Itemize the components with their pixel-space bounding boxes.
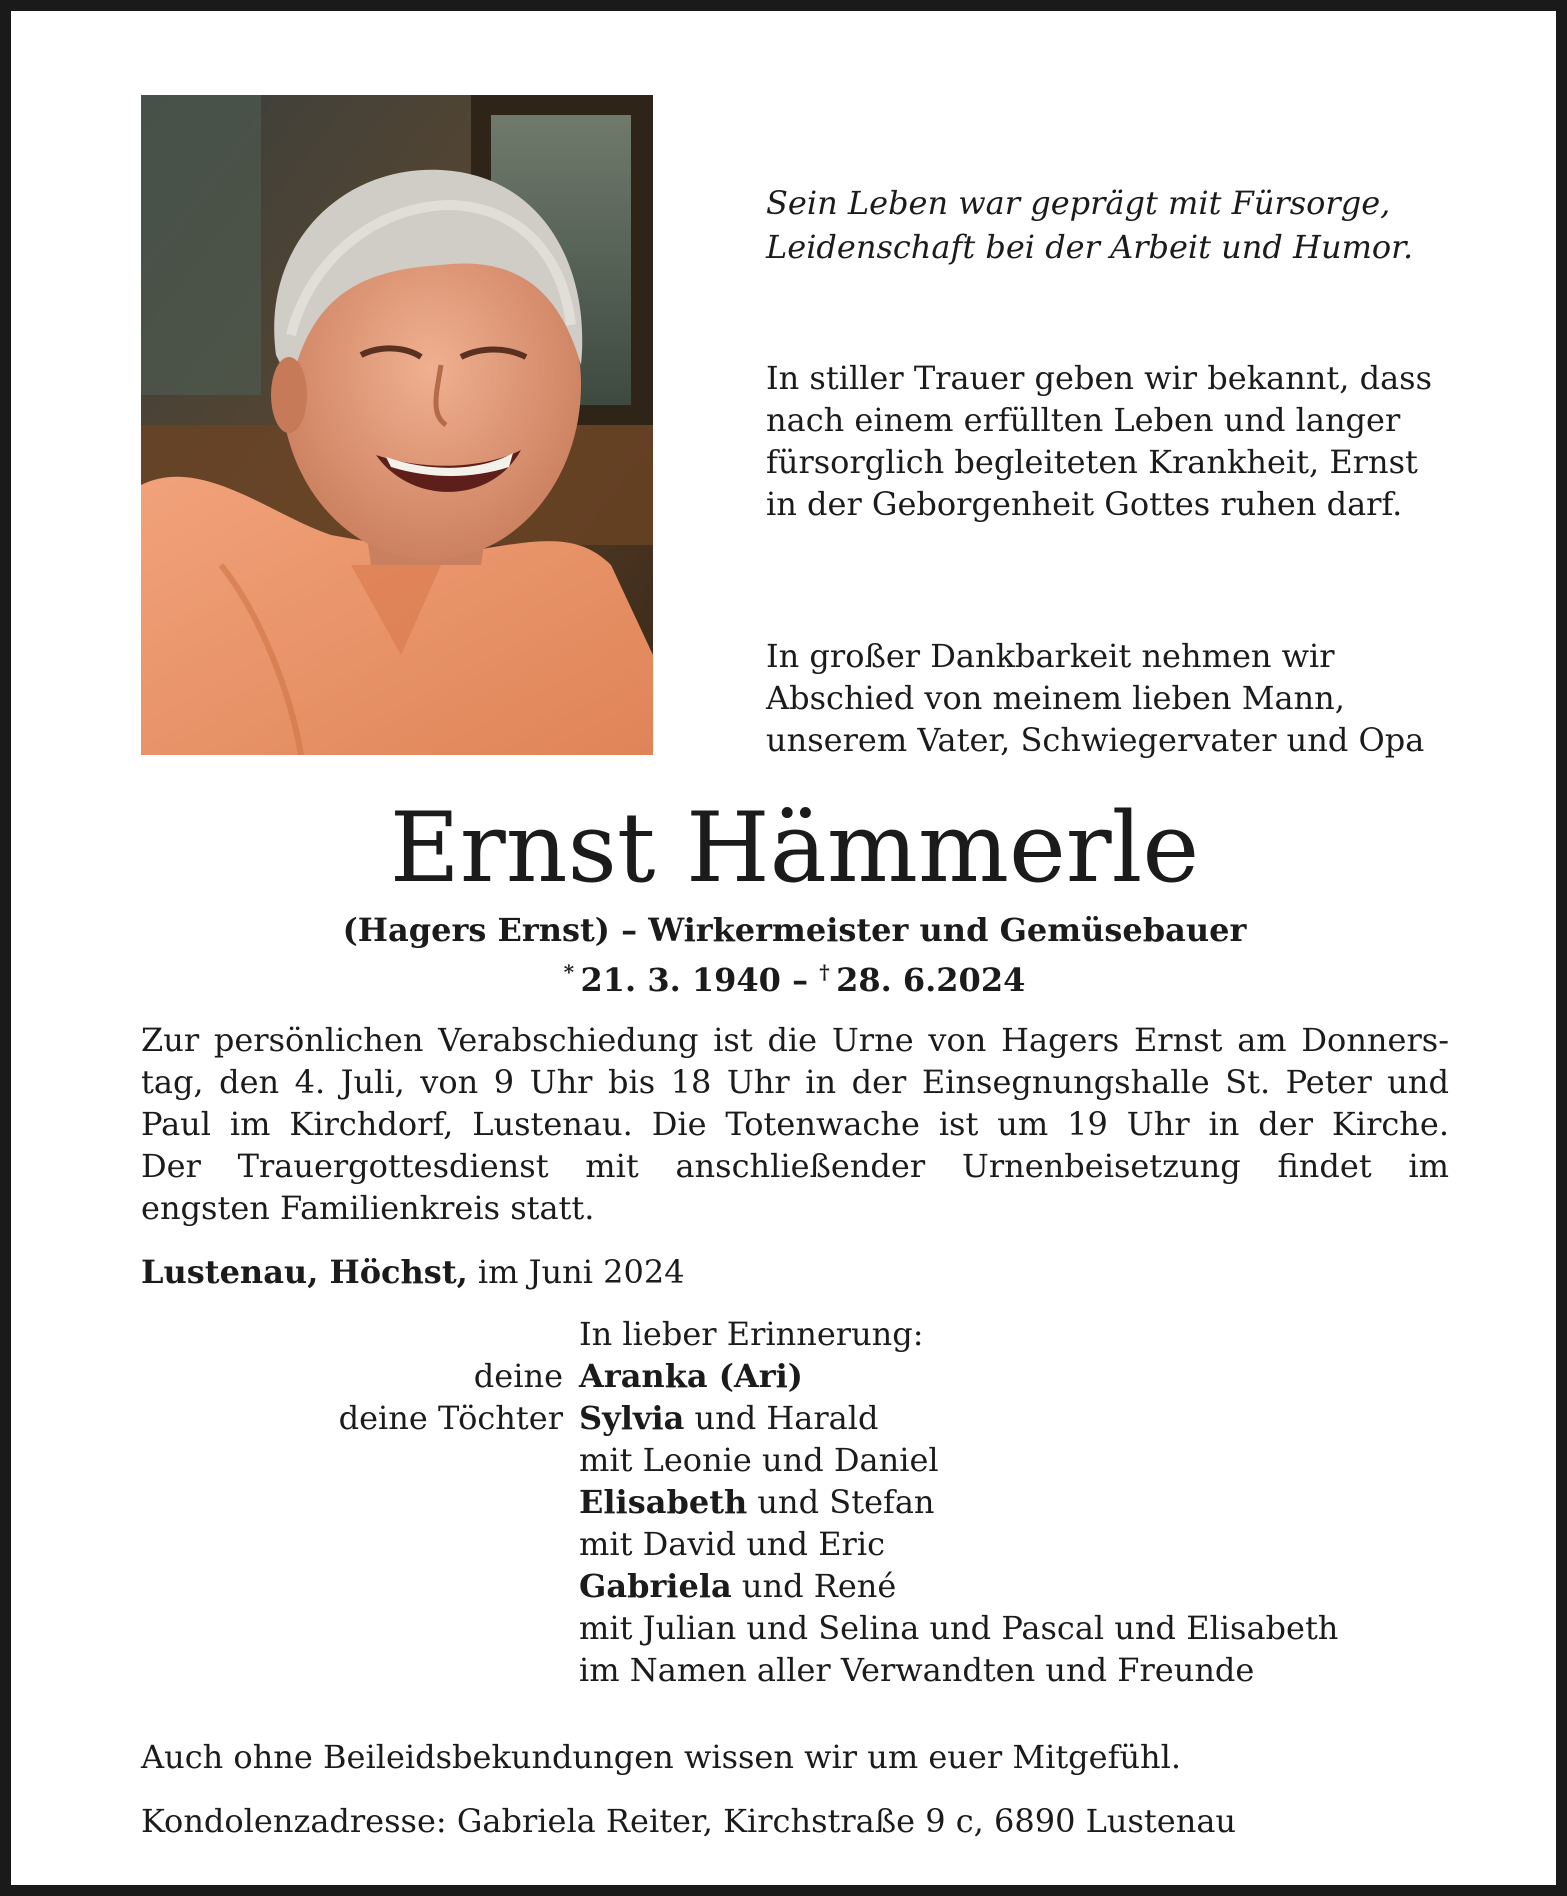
mourner-relation: [141, 1523, 579, 1565]
ceremony-line: engsten Familienkreis statt.: [141, 1189, 595, 1227]
portrait-illustration: [141, 95, 653, 755]
announcement-line: nach einem erfüllten Leben und langer: [766, 401, 1401, 439]
announcement-line: in der Geborgenheit Gottes ruhen darf.: [766, 485, 1403, 523]
mourner-rest: im Namen aller Verwandten und Freunde: [579, 1651, 1255, 1689]
birth-symbol: *: [563, 960, 575, 984]
place-month: im Juni 2024: [467, 1253, 685, 1291]
condolence-note: Auch ohne Beileidsbekundungen wissen wir um euer Mitgefühl.: [141, 1738, 1182, 1776]
announcement-paragraph: [766, 357, 1449, 525]
place-date: [141, 1251, 685, 1293]
condolence-address: Kondolenzadresse: Gabriela Reiter, Kirchstraße 9 c, 6890 Lustenau: [141, 1802, 1236, 1840]
mourner-rest: und Stefan: [747, 1483, 935, 1521]
death-date: 28. 6.2024: [836, 961, 1026, 999]
date-separator: –: [780, 961, 820, 999]
deceased-name: Ernst Hämmerle: [389, 792, 1200, 904]
ceremony-line: tag, den 4. Juli, von 9 Uhr bis 18 Uhr in der Einsegnungshalle St. Peter und: [141, 1063, 1449, 1101]
mourner-relation: [141, 1649, 579, 1691]
gratitude-paragraph: [766, 635, 1449, 761]
mourner-rest: mit Julian und Selina und Pascal und Elisabeth: [579, 1609, 1339, 1647]
announcement-line: fürsorglich begleiteten Krankheit, Ernst: [766, 443, 1418, 481]
mourners-heading: In lieber Erinnerung:: [579, 1315, 924, 1353]
birth-date: 21. 3. 1940: [580, 961, 781, 999]
motto-line: Leidenschaft bei der Arbeit und Humor.: [766, 228, 1414, 266]
mourner-row: [141, 1607, 1491, 1649]
motto-line: Sein Leben war geprägt mit Fürsorge,: [766, 184, 1391, 222]
mourner-row: [141, 1397, 1491, 1439]
ceremony-paragraph: [141, 1019, 1449, 1229]
mourners-heading-row: [141, 1313, 1491, 1355]
mourner-relation: [141, 1607, 579, 1649]
life-dates: [11, 951, 1567, 1001]
mourner-row: [141, 1439, 1491, 1481]
mourner-row: [141, 1355, 1491, 1397]
gratitude-line: Abschied von meinem lieben Mann,: [766, 679, 1345, 717]
death-symbol: †: [819, 960, 830, 984]
mourner-name: Elisabeth: [579, 1483, 748, 1521]
place-names: Lustenau, Höchst,: [141, 1253, 468, 1291]
mourner-relation: [141, 1565, 579, 1607]
gratitude-line: In großer Dankbarkeit nehmen wir: [766, 637, 1335, 675]
mourner-row: [141, 1481, 1491, 1523]
mourner-relation: deine: [473, 1357, 563, 1395]
mourner-name: Gabriela: [579, 1567, 732, 1605]
mourners-list: [141, 1313, 1491, 1691]
mourner-relation: deine Töchter: [338, 1399, 563, 1437]
mourner-rest: mit David und Eric: [579, 1525, 885, 1563]
gratitude-line: unserem Vater, Schwiegervater und Opa: [766, 721, 1425, 759]
mourner-row: [141, 1565, 1491, 1607]
mourner-relation: [141, 1481, 579, 1523]
mourner-name: Sylvia: [579, 1399, 685, 1437]
announcement-line: In stiller Trauer geben wir bekannt, dass: [766, 359, 1432, 397]
portrait-photo: [141, 95, 653, 755]
deceased-subtitle: (Hagers Ernst) – Wirkermeister und Gemüsebauer: [342, 911, 1247, 949]
mourner-name: Aranka (Ari): [579, 1357, 803, 1395]
ceremony-line: Der Trauergottesdienst mit anschließender Urnenbeisetzung findet im: [141, 1147, 1449, 1185]
mourner-rest: und Harald: [684, 1399, 879, 1437]
mourner-rest: und René: [731, 1567, 897, 1605]
ceremony-line: Zur persönlichen Verabschiedung ist die Urne von Hagers Ernst am Donners-: [141, 1021, 1449, 1059]
mourner-row: [141, 1649, 1491, 1691]
motto-quote: [766, 181, 1486, 269]
mourner-row: [141, 1523, 1491, 1565]
mourner-relation: [141, 1439, 579, 1481]
mourner-rest: mit Leonie und Daniel: [579, 1441, 939, 1479]
ceremony-line: Paul im Kirchdorf, Lustenau. Die Totenwache ist um 19 Uhr in der Kirche.: [141, 1105, 1449, 1143]
